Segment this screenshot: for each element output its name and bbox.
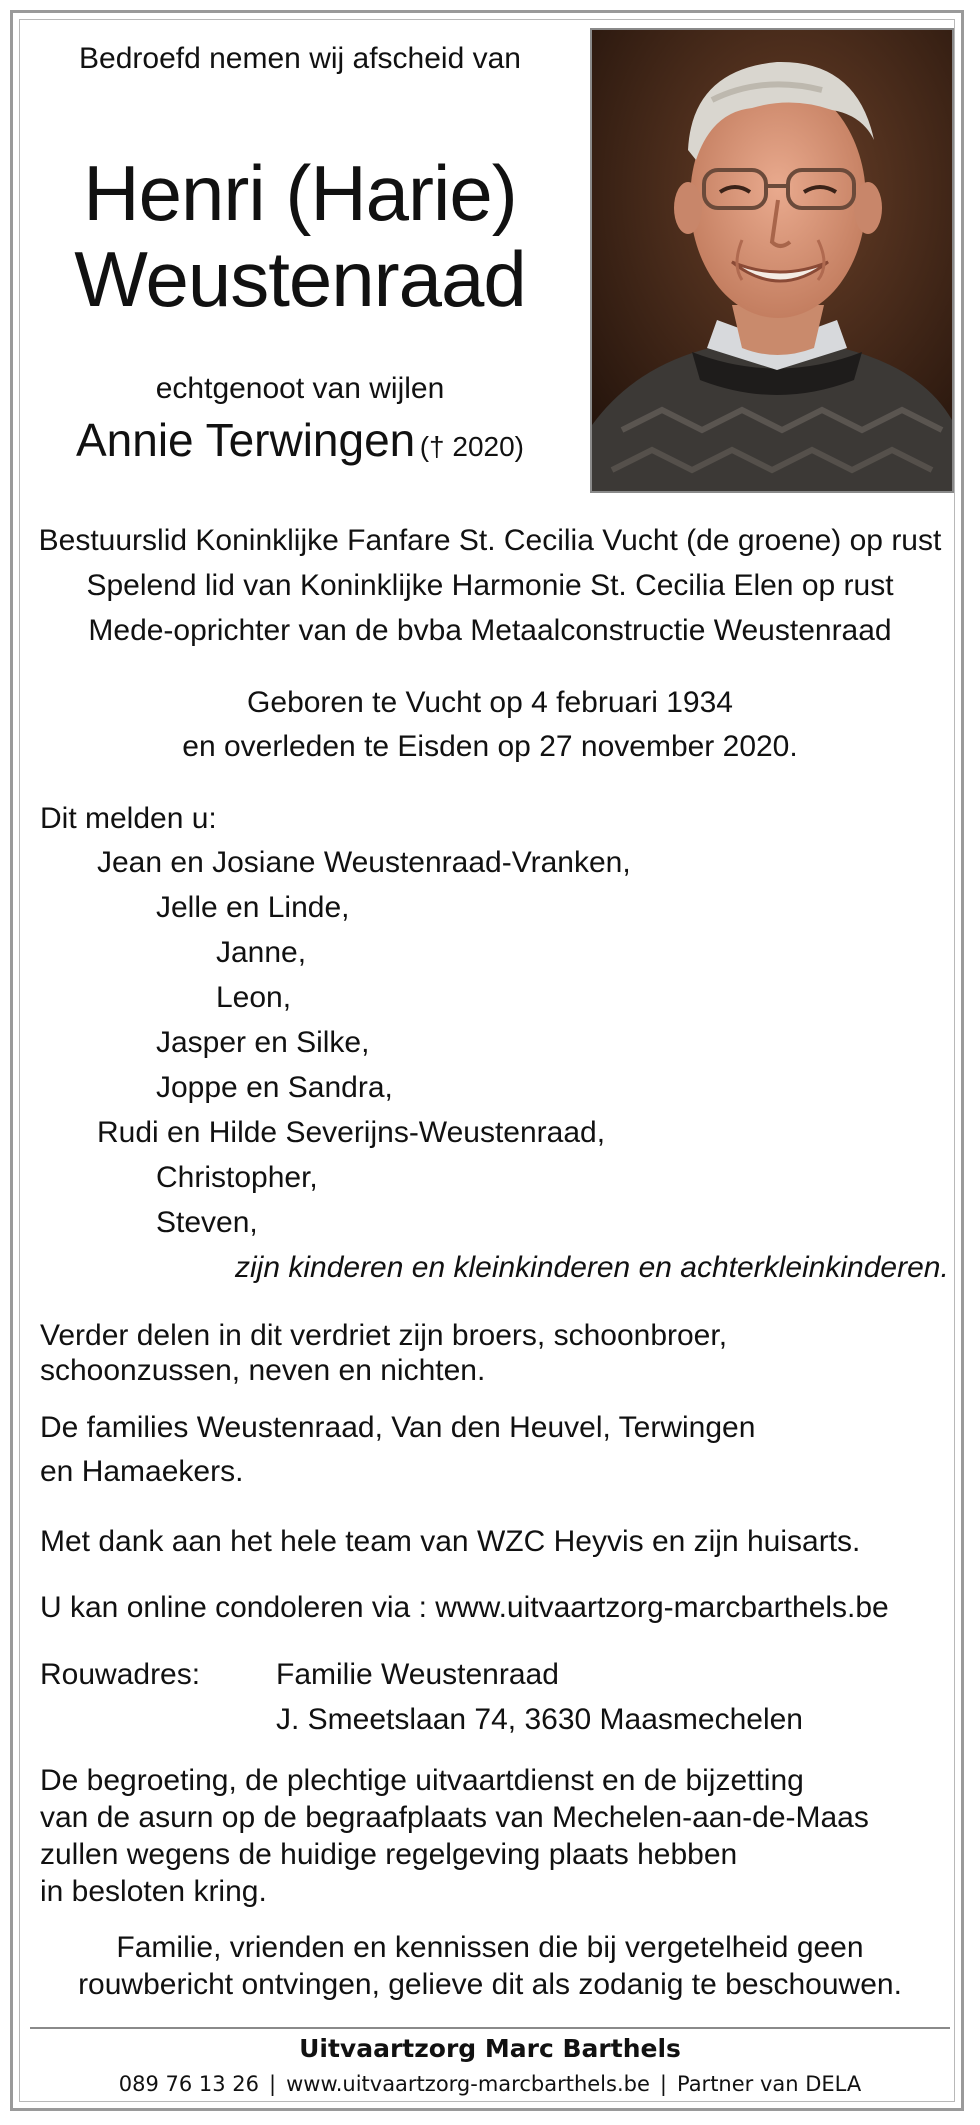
spouse-name: Annie Terwingen — [75, 414, 416, 466]
family-member: Christopher, — [156, 1161, 318, 1194]
address-name: Familie Weustenraad — [276, 1658, 559, 1691]
condolence-text: U kan online condoleren via : www.uitvaartzorg-marcbarthels.be — [40, 1591, 889, 1624]
further-line-2: schoonzussen, neven en nichten. — [40, 1354, 486, 1387]
spouse-intro: echtgenoot van wijlen — [155, 372, 445, 405]
spouse-line — [40, 412, 560, 468]
family-member: Jasper en Silke, — [156, 1026, 370, 1059]
role-line-3: Mede-oprichter van de bvba Metaalconstructie Weustenraad — [88, 614, 892, 647]
role-line-2: Spelend lid van Koninklijke Harmonie St. Cecilia Elen op rust — [86, 569, 894, 602]
family-intro: Dit melden u: — [40, 802, 217, 835]
intro-text: Bedroefd nemen wij afscheid van — [79, 42, 521, 75]
thanks-text: Met dank aan het hele team van WZC Heyvis en zijn huisarts. — [40, 1525, 861, 1558]
family-member: Rudi en Hilde Severijns-Weustenraad, — [97, 1116, 606, 1149]
footer-divider — [30, 2027, 950, 2029]
funeral-home-name: Uitvaartzorg Marc Barthels — [299, 2034, 681, 2063]
family-member: Joppe en Sandra, — [156, 1071, 393, 1104]
spouse-death: († 2020) — [419, 431, 525, 462]
notice-line-1: Familie, vrienden en kennissen die bij vergetelheid geen — [116, 1931, 864, 1964]
portrait-illustration — [592, 30, 952, 491]
portrait-photo — [590, 28, 954, 493]
role-line-1: Bestuurslid Koninklijke Fanfare St. Cecilia Vucht (de groene) op rust — [38, 524, 942, 557]
ceremony-line-1: De begroeting, de plechtige uitvaartdienst en de bijzetting — [40, 1764, 804, 1797]
deceased-first-name: Henri (Harie) — [83, 149, 517, 237]
ceremony-line-4: in besloten kring. — [40, 1875, 267, 1908]
deceased-last-name: Weustenraad — [74, 235, 526, 323]
further-line-1: Verder delen in dit verdriet zijn broers, schoonbroer, — [40, 1319, 728, 1352]
families-line-1: De families Weustenraad, Van den Heuvel, Terwingen — [40, 1411, 756, 1444]
ceremony-line-2: van de asurn op de begraafplaats van Mechelen-aan-de-Maas — [40, 1801, 869, 1834]
footer-phone: 089 76 13 26 — [118, 2072, 260, 2096]
died-line: en overleden te Eisden op 27 november 2020. — [182, 730, 798, 763]
family-member: Jelle en Linde, — [156, 891, 350, 924]
families-line-2: en Hamaekers. — [40, 1455, 244, 1488]
family-member: Steven, — [156, 1206, 258, 1239]
family-member: Jean en Josiane Weustenraad-Vranken, — [97, 846, 631, 879]
family-member: Janne, — [216, 936, 307, 969]
family-closing: zijn kinderen en kleinkinderen en achterkleinkinderen. — [235, 1251, 949, 1284]
family-member: Leon, — [216, 981, 292, 1014]
footer-contact: 089 76 13 26 | www.uitvaartzorg-marcbarthels.be | Partner van DELA — [118, 2072, 862, 2096]
address-label: Rouwadres: — [40, 1658, 201, 1691]
notice-line-2: rouwbericht ontvingen, gelieve dit als zodanig te beschouwen. — [78, 1968, 902, 2001]
footer-website[interactable]: www.uitvaartzorg-marcbarthels.be — [286, 2072, 650, 2096]
ceremony-line-3: zullen wegens de huidige regelgeving plaats hebben — [40, 1838, 738, 1871]
footer-partner: Partner van DELA — [676, 2072, 862, 2096]
born-line: Geboren te Vucht op 4 februari 1934 — [247, 686, 733, 719]
address-street: J. Smeetslaan 74, 3630 Maasmechelen — [276, 1703, 803, 1736]
